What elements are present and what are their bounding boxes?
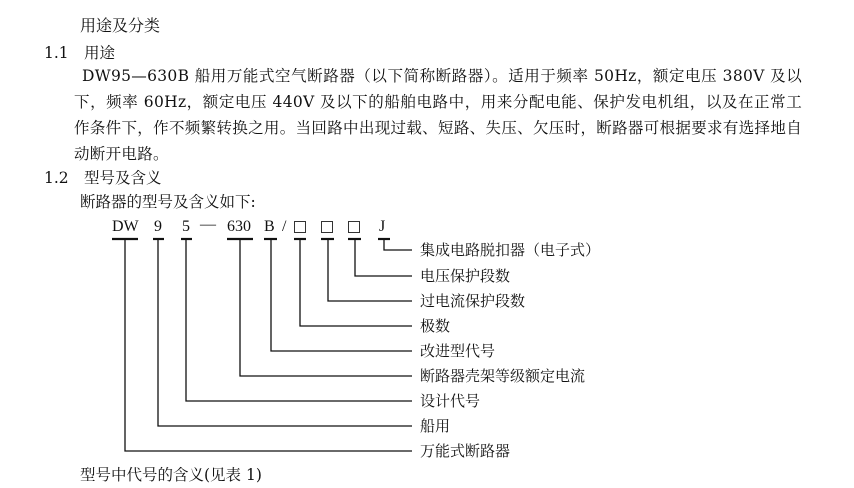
section-1-2-number: 1.2 <box>44 169 69 187</box>
connector-j <box>384 240 412 250</box>
legend-item-marine: 船用 <box>420 417 451 435</box>
legend-item-universal-breaker: 万能式断路器 <box>420 442 511 460</box>
code-rating: 630 <box>227 218 251 235</box>
usage-paragraph-text: DW95—630B 船用万能式空气断路器（以下简称断路器）。适用于频率 50Hz，额定电压 380V 及以下，频率 60Hz，额定电压 440V 及以下的船舶电路中，用来分配电能、保护发电机组，以及在正常工作条件下，作不频繁转换之用。当回路中出现过载、短路、失压、欠压时，断路器可根据要求有选择地自动断开电路。 <box>74 67 802 163</box>
legend-item-trip-unit: 集成电路脱扣器（电子式） <box>420 241 601 259</box>
legend-item-voltage-stages: 电压保护段数 <box>420 267 511 285</box>
section-heading: 用途及分类 <box>80 16 161 35</box>
connector-dw <box>125 240 412 451</box>
legend-item-poles: 极数 <box>420 317 451 335</box>
connector-five <box>186 240 412 401</box>
connector-rating <box>240 240 412 376</box>
code-nine: 9 <box>154 218 162 235</box>
connector-overcurrent <box>328 240 412 301</box>
code-five: 5 <box>182 218 190 235</box>
section-1-1-title: 用途 <box>84 44 116 62</box>
legend-item-design-code: 设计代号 <box>420 392 481 410</box>
code-j: J <box>379 218 386 235</box>
legend-item-frame-current: 断路器壳架等级额定电流 <box>420 367 586 385</box>
connector-nine <box>158 240 412 426</box>
model-intro: 断路器的型号及含义如下: <box>80 193 256 211</box>
code-dash: — <box>200 216 216 233</box>
connector-b <box>271 240 412 351</box>
code-slash: / <box>282 218 287 235</box>
legend-item-overcurrent-stages: 过电流保护段数 <box>420 292 526 310</box>
code-dw: DW <box>112 218 139 235</box>
footer-note: 型号中代号的含义(见表 1) <box>80 466 262 484</box>
section-1-1-number: 1.1 <box>44 44 69 62</box>
connector-poles <box>300 240 412 326</box>
legend-item-improved-code: 改进型代号 <box>420 342 496 360</box>
section-1-2-title: 型号及含义 <box>84 169 162 187</box>
code-b: B <box>264 218 275 235</box>
